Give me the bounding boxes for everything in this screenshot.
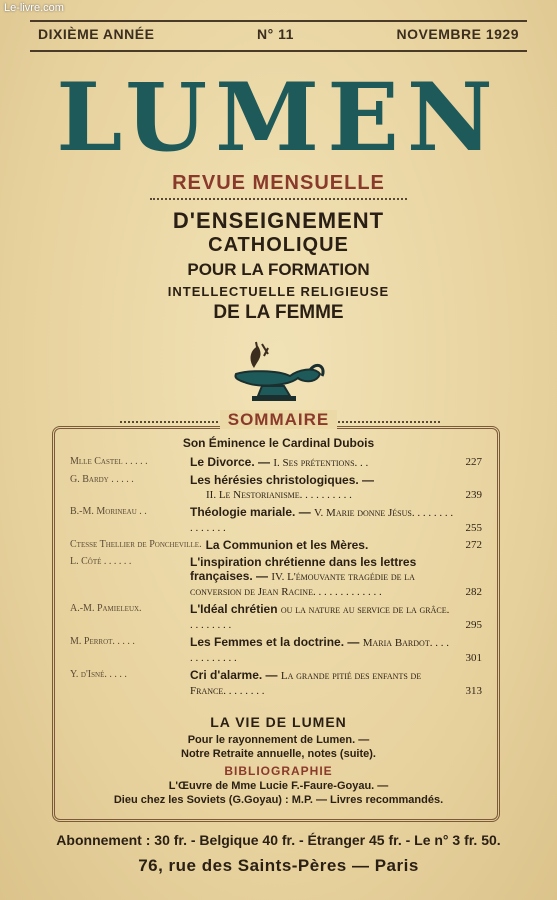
- toc-entry: [70, 505, 482, 535]
- toc-subtitle: La grande pitié des enfants de France. . . . . . . .: [190, 670, 422, 697]
- tagline-line-2: CATHOLIQUE: [208, 234, 349, 256]
- toc-page: 227: [465, 456, 482, 468]
- toc-subtitle: Maria Bardot. . . . . . . . . . . . .: [190, 637, 449, 664]
- dedication: Son Éminence le Cardinal Dubois: [182, 436, 375, 450]
- toc-entry: [70, 455, 482, 470]
- toc-author: Y. d'Isné. . . . .: [70, 669, 127, 680]
- subtitle-rule: [150, 198, 407, 200]
- issue-date: NOVEMBRE 1929: [396, 26, 519, 42]
- toc-page: 295: [465, 619, 482, 631]
- tagline-line-5: DE LA FEMME: [213, 302, 344, 323]
- issue-year: DIXIÈME ANNÉE: [38, 26, 155, 42]
- toc-author: L. Côté . . . . . .: [70, 556, 132, 567]
- vie-line-1: Pour le rayonnement de Lumen. —: [187, 734, 370, 746]
- toc-entry: [70, 473, 482, 502]
- bibliographie-title: BIBLIOGRAPHIE: [224, 764, 333, 778]
- toc-subtitle: ou la nature au service de la grâce. . . . . . . . .: [190, 604, 450, 631]
- toc-author: B.-M. Morineau . .: [70, 506, 147, 517]
- issue-number: N° 11: [257, 26, 294, 42]
- toc-entry: [70, 635, 482, 665]
- biblio-line-1: L'Œuvre de Mme Lucie F.-Faure-Goyau. —: [168, 780, 389, 792]
- toc-subtitle: II. Le Nestorianisme. . . . . . . . . .: [206, 489, 352, 501]
- logo: LUMEN: [56, 63, 501, 173]
- toc-entry: [70, 555, 482, 599]
- toc-title: Cri d'alarme. —: [190, 668, 281, 682]
- subscription-prices: Abonnement : 30 fr. - Belgique 40 fr. - Étranger 45 fr. - Le n° 3 fr. 50.: [56, 832, 501, 848]
- toc-author: M. Perrot. . . . .: [70, 636, 135, 647]
- toc-title: Le Divorce. —: [190, 455, 274, 469]
- table-of-contents: [70, 455, 482, 701]
- toc-subtitle: I. Ses prétentions. . .: [273, 457, 369, 469]
- tagline-line-4: INTELLECTUELLE RELIGIEUSE: [167, 284, 390, 299]
- toc-title: La Communion et les Mères.: [205, 538, 369, 552]
- toc-author: A.-M. Pamieleux.: [70, 603, 142, 614]
- toc-entry: [70, 668, 482, 698]
- toc-title: Théologie mariale. —: [190, 505, 315, 519]
- publisher-address: 76, rue des Saints-Pères — Paris: [138, 856, 419, 875]
- toc-title: Les hérésies christologiques. —: [190, 473, 375, 487]
- toc-author: Ctesse Thellier de Poncheville.: [70, 539, 202, 550]
- biblio-line-2: Dieu chez les Soviets (G.Goyau) : M.P. — Livres recommandés.: [113, 794, 444, 806]
- top-rule: [30, 20, 527, 22]
- watermark: Le-livre.com: [4, 2, 64, 14]
- vie-line-2: Notre Retraite annuelle, notes (suite).: [181, 748, 376, 760]
- issue-header: [38, 24, 519, 44]
- subtitle: REVUE MENSUELLE: [172, 172, 385, 194]
- tagline-line-3: POUR LA FORMATION: [187, 260, 370, 279]
- toc-title: L'Idéal chrétien: [190, 602, 281, 616]
- header-bottom-rule: [30, 50, 527, 52]
- toc-title: Les Femmes et la doctrine. —: [190, 635, 363, 649]
- toc-page: 272: [465, 539, 482, 551]
- toc-author: G. Bardy . . . . .: [70, 474, 134, 485]
- toc-page: 313: [465, 685, 482, 697]
- toc-page: 282: [465, 586, 482, 598]
- toc-page: 301: [465, 652, 482, 664]
- toc-title: L'inspiration chrétienne dans les lettres françaises. —: [190, 555, 417, 583]
- toc-subtitle: IV. L'émouvante tragédie de la conversion de Jean Racine. . . . . . . . . . . . .: [190, 571, 415, 598]
- vie-de-lumen-title: LA VIE DE LUMEN: [210, 714, 347, 730]
- toc-subtitle: V. Marie donne Jésus. . . . . . . . . . . . . . .: [190, 507, 454, 534]
- toc-page: 239: [465, 489, 482, 501]
- oil-lamp-icon: [228, 340, 328, 404]
- toc-entry: [70, 538, 482, 552]
- toc-entry: [70, 602, 482, 632]
- toc-author: Mlle Castel . . . . .: [70, 456, 148, 467]
- tagline-line-1: D'ENSEIGNEMENT: [172, 208, 385, 233]
- toc-page: 255: [465, 522, 482, 534]
- sommaire-title: SOMMAIRE: [0, 410, 557, 430]
